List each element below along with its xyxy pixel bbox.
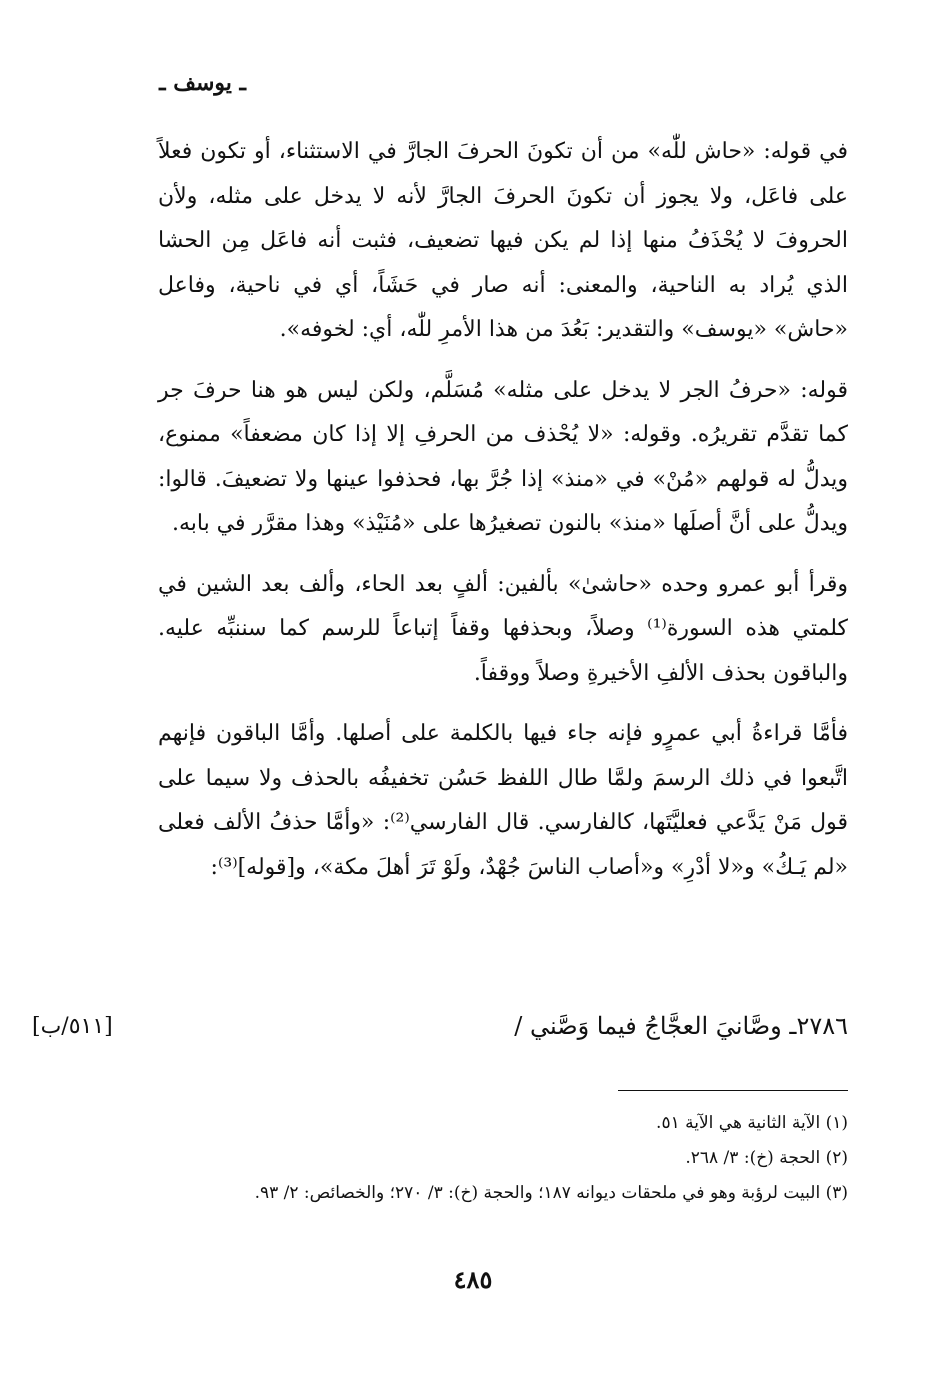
paragraph: قوله: «حرفُ الجر لا يدخل على مثله» مُسَلَّم، ولكن ليس هو هنا حرفَ جر كما تقدَّم تقريرُه. وقوله: «لا يُحْذف من الحرفِ إلا إذا كان مضعفاً» ممنوع، ويدلُّ له قولهم «مُنْ» في «منذ» إذا جُرَّ بها، فحذفوا عينها ولا تضعيفَ. قالوا: ويدلُّ على أنَّ أصلَها «منذ» بالنون تصغيرُها على «مُنَيْذ» وهذا مقرَّر في بابه. bbox=[158, 377, 848, 536]
poetry-verse: ٢٧٨٦ـ وصَّانيَ العجَّاجُ فيما وَصَّني / bbox=[514, 1012, 848, 1040]
paragraph: وقرأ أبو عمرو وحده «حاشىٰ» بألفين: ألفٍ بعد الحاء، وألف بعد الشين في كلمتي هذه السورة⁽¹⁾ وصلاً، وبحذفها وقفاً إتباعاً للرسم كما سننبِّه عليه. والباقون بحذف الألفِ الأخيرةِ وصلاً ووقفاً. bbox=[158, 571, 848, 686]
paragraph: فأمَّا قراءةُ أبي عمرٍو فإنه جاء فيها بالكلمة على أصلها. وأمَّا الباقون فإنهم اتَّبعوا في ذلك الرسمَ ولمَّا طال اللفظ حَسُن تخفيفُه بالحذف ولا سيما على قول مَنْ يَدَّعي فعليَّتَها، كالفارسي. قال الفارسي⁽²⁾: «وأمَّا حذفُ الألف فعلى «لم يَـكُ» و«لا أدْرِ» و«أصاب الناسَ جُهْدٌ، ولَوْ تَرَ أهلَ مكة»، و[قوله]⁽³⁾: bbox=[158, 721, 849, 880]
manuscript-folio-reference: [٥١١/ب] bbox=[32, 1014, 113, 1039]
footnote: (٣) البيت لرؤبة وهو في ملحقات ديوانه ١٨٧؛ والحجة (خ): ٣/ ٢٧٠؛ والخصائص: ٢/ ٩٣. bbox=[254, 1183, 848, 1203]
footnote: (٢) الحجة (خ): ٣/ ٢٦٨. bbox=[685, 1148, 848, 1168]
footnotes bbox=[158, 1106, 848, 1211]
running-header: ـ يوسف ـ bbox=[159, 70, 246, 96]
footnote: (١) الآية الثانية هي الآية ٥١. bbox=[656, 1113, 848, 1133]
paragraph: في قوله: «حاش للّٰه» من أن تكونَ الحرفَ الجارَّ في الاستثناء، أو تكون فعلاً على فاعَل، ولا يجوز أن تكونَ الحرفَ الجارَّ لأنه لا يدخل على مثله، ولأن الحروفَ لا يُحْذَفُ منها إذا لم يكن فيها تضعيف، فثبت أنه فاعَل مِن الحشا الذي يُراد به الناحية، والمعنى: أنه صار في حَشَاً، أي في ناحية، وفاعل «حاش» «يوسف» والتقدير: بَعُدَ من هذا الأمرِ للّٰه، أي: لخوفه». bbox=[158, 139, 848, 342]
main-text bbox=[158, 130, 848, 906]
footnote-divider bbox=[618, 1090, 848, 1091]
page-number: ٤٨٥ bbox=[453, 1265, 493, 1294]
